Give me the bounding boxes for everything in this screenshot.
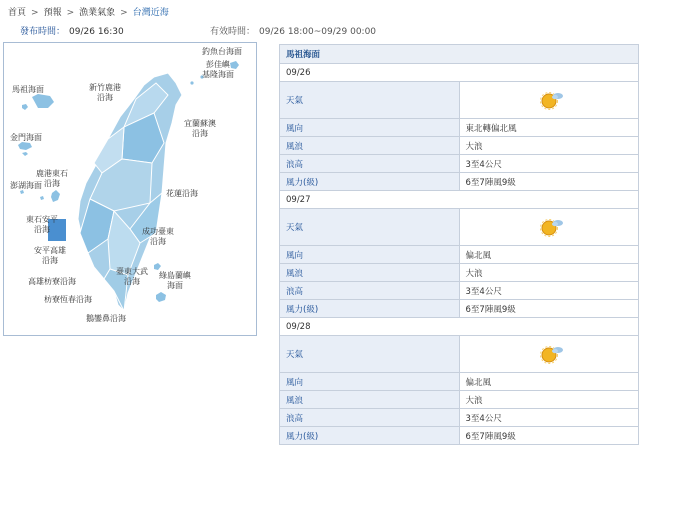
breadcrumb-home[interactable]: 首頁 — [8, 8, 27, 18]
row-label-wave: 風浪 — [280, 137, 460, 155]
map-label-chenggong[interactable]: 成功臺東 沿海 — [142, 227, 174, 246]
breadcrumb-forecast[interactable]: 預報 — [43, 8, 62, 18]
sun-cloud-icon — [537, 216, 567, 238]
row-label-weather: 天氣 — [280, 209, 460, 246]
wave-value: 大浪 — [459, 137, 639, 155]
forecast-table — [279, 44, 639, 445]
row-label-wind-force: 風力(級) — [280, 300, 460, 318]
forecast-area-title: 馬祖海面 — [280, 45, 639, 64]
map-label-fangliao[interactable]: 枋寮恆春沿海 — [44, 295, 92, 304]
wave-height-value: 3至4公尺 — [459, 409, 639, 427]
weather-cell — [459, 336, 639, 373]
wave-height-value: 3至4公尺 — [459, 155, 639, 173]
sun-cloud-icon — [537, 89, 567, 111]
map-label-taitung[interactable]: 臺東大武 沿海 — [116, 267, 148, 286]
row-label-wave-height: 浪高 — [280, 282, 460, 300]
map-island-green-island[interactable] — [154, 263, 161, 270]
breadcrumb-separator: > — [31, 8, 39, 18]
valid-time — [210, 24, 376, 37]
row-label-wind-force: 風力(級) — [280, 427, 460, 445]
sun-cloud-icon — [537, 343, 567, 365]
map-label-pengjia[interactable]: 彭佳嶼 基隆海面 — [202, 60, 234, 79]
breadcrumb-separator: > — [120, 8, 128, 18]
row-label-wind-dir: 風向 — [280, 246, 460, 264]
row-label-weather: 天氣 — [280, 336, 460, 373]
row-label-wave-height: 浪高 — [280, 409, 460, 427]
forecast-date: 09/26 — [280, 64, 639, 82]
wave-value: 大浪 — [459, 391, 639, 409]
map-label-yilan[interactable]: 宜蘭蘇澳 沿海 — [184, 119, 216, 138]
map-label-anping[interactable]: 安平高雄 沿海 — [34, 246, 66, 265]
map-island-mazu-2[interactable] — [22, 104, 28, 110]
weather-cell — [459, 82, 639, 119]
wind-dir-value: 東北轉偏北風 — [459, 119, 639, 137]
publish-time — [20, 24, 124, 37]
wind-dir-value: 偏北風 — [459, 246, 639, 264]
map-label-penghu[interactable]: 澎湖海面 — [10, 181, 42, 190]
weather-cell — [459, 209, 639, 246]
valid-time-label: 有效時間： — [210, 27, 256, 37]
map-label-hsinchu[interactable]: 新竹鹿港 沿海 — [89, 83, 121, 102]
map-label-lukang[interactable]: 鹿港東石 沿海 — [36, 169, 68, 188]
row-label-wind-dir: 風向 — [280, 119, 460, 137]
map-label-kaohsiung[interactable]: 高雄枋寮沿海 — [28, 277, 76, 286]
row-label-weather: 天氣 — [280, 82, 460, 119]
wind-dir-value: 偏北風 — [459, 373, 639, 391]
publish-time-value: 09/26 16:30 — [69, 27, 124, 37]
map-label-mazu[interactable]: 馬祖海面 — [12, 85, 44, 94]
row-label-wave-height: 浪高 — [280, 155, 460, 173]
map-label-hualien[interactable]: 花蓮沿海 — [166, 189, 198, 198]
map-island-kinmen-1[interactable] — [18, 142, 32, 150]
row-label-wave: 風浪 — [280, 264, 460, 282]
forecast-date: 09/28 — [280, 318, 639, 336]
wind-force-value: 6至7陣風9級 — [459, 300, 639, 318]
map-island-orchid[interactable] — [156, 292, 166, 302]
publish-time-label: 發布時間： — [20, 27, 66, 37]
map-island-mazu-1[interactable] — [32, 94, 54, 108]
breadcrumb — [8, 5, 169, 18]
breadcrumb-fishery[interactable]: 漁業氣象 — [79, 8, 116, 18]
wind-force-value: 6至7陣風9級 — [459, 173, 639, 191]
map-island-penghu-1[interactable] — [51, 190, 60, 202]
wave-height-value: 3至4公尺 — [459, 282, 639, 300]
map-label-eluanbi[interactable]: 鵝鑾鼻沿海 — [86, 314, 126, 323]
breadcrumb-taiwan-coast[interactable]: 台灣近海 — [132, 8, 169, 18]
valid-time-value: 09/26 18:00~09/29 00:00 — [259, 27, 377, 37]
map-label-kinmen[interactable]: 金門海面 — [10, 133, 42, 142]
map-island-kinmen-2[interactable] — [22, 152, 28, 156]
map-label-diaoyutai[interactable]: 釣魚台海面 — [202, 47, 242, 56]
coastal-map — [3, 42, 257, 336]
map-label-dongshi[interactable]: 東石安平 沿海 — [26, 215, 58, 234]
forecast-date: 09/27 — [280, 191, 639, 209]
map-island-pengjia[interactable] — [190, 81, 193, 84]
row-label-wind-dir: 風向 — [280, 373, 460, 391]
wind-force-value: 6至7陣風9級 — [459, 427, 639, 445]
map-label-greenisland[interactable]: 綠島蘭嶼 海面 — [159, 271, 191, 290]
row-label-wind-force: 風力(級) — [280, 173, 460, 191]
breadcrumb-separator: > — [66, 8, 75, 18]
row-label-wave: 風浪 — [280, 391, 460, 409]
map-island-penghu-2[interactable] — [40, 196, 44, 200]
wave-value: 大浪 — [459, 264, 639, 282]
